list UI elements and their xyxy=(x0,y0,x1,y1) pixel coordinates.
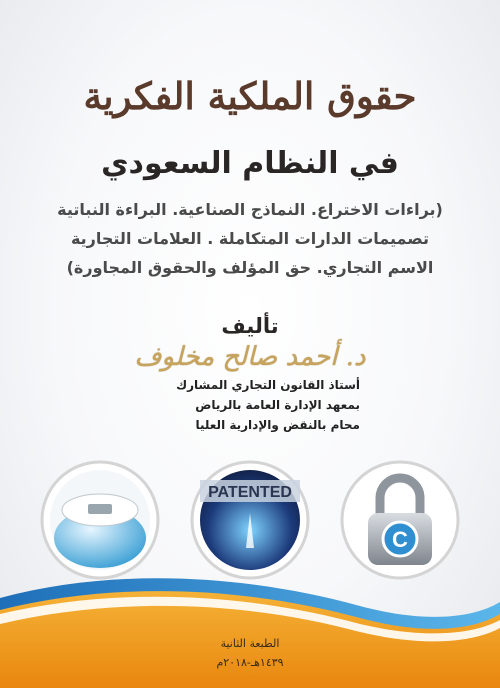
affiliation-line-3: محام بالنقض والإدارية العليا xyxy=(195,418,360,432)
topics-line-3: الاسم التجاري. حق المؤلف والحقوق المجاورة) xyxy=(66,258,434,277)
illustrations-row xyxy=(0,458,500,588)
affiliation-line-1: أستاذ القانون التجاري المشارك xyxy=(176,378,360,392)
author-name: د. أحمد صالح مخلوف xyxy=(134,342,366,372)
patented-illustration xyxy=(192,462,308,578)
edition-label: الطبعة الثانية xyxy=(220,637,280,650)
book-subtitle: في النظام السعودي xyxy=(101,146,399,181)
padlock-copyright-icon xyxy=(342,462,458,578)
book-title: حقوق الملكية الفكرية xyxy=(83,74,417,118)
copyright-icon: C xyxy=(392,527,408,552)
affiliation-line-2: بمعهد الإدارة العامة بالرياض xyxy=(195,398,360,412)
topics-line-1: (براءات الاختراع. النماذج الصناعية. البراءة النباتية xyxy=(57,200,443,219)
byline-label: تأليف xyxy=(221,314,279,338)
topics-line-2: تصميمات الدارات المتكاملة . العلامات التجارية xyxy=(70,229,430,248)
patented-stamp: PATENTED xyxy=(208,484,292,501)
device-illustration xyxy=(42,462,158,578)
edition-date: ١٤٣٩هـ-٢٠١٨م xyxy=(216,656,284,669)
